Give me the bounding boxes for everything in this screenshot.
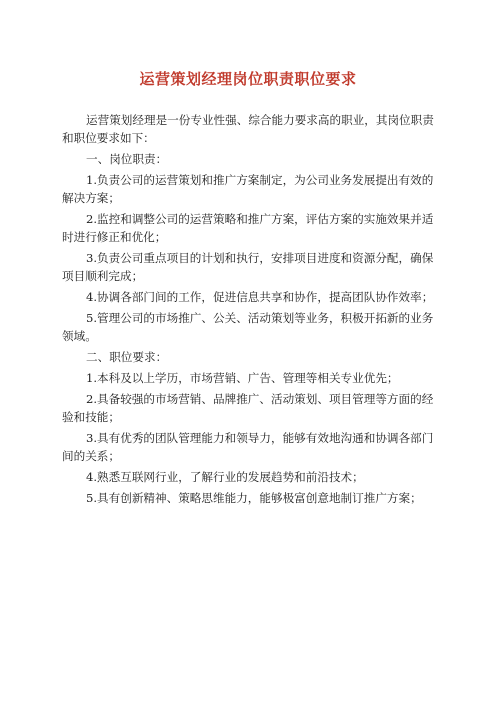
duty-item: 3.负责公司重点项目的计划和执行，安排项目进度和资源分配，确保项目顺利完成；: [62, 251, 434, 283]
requirement-item: 4.熟悉互联网行业，了解行业的发展趋势和前沿技术；: [86, 470, 364, 484]
section-heading-duties: 一、岗位职责：: [86, 152, 168, 166]
section-heading-requirements: 二、职位要求：: [86, 350, 168, 364]
duty-item: 1.负责公司的运营策划和推广方案制定，为公司业务发展提出有效的解决方案；: [62, 173, 434, 205]
requirement-item: 5.具有创新精神、策略思维能力，能够极富创意地制订推广方案；: [86, 491, 422, 505]
requirement-item: 2.具备较强的市场营销、品牌推广、活动策划、项目管理等方面的经验和技能；: [62, 392, 434, 424]
duty-item: 4.协调各部门间的工作，促进信息共享和协作，提高团队协作效率；: [86, 290, 434, 304]
document-title: 运营策划经理岗位职责职位要求: [139, 70, 357, 88]
requirement-item: 1.本科及以上学历，市场营销、广告、管理等相关专业优先；: [86, 371, 399, 385]
requirement-item: 3.具有优秀的团队管理能力和领导力，能够有效地沟通和协调各部门间的关系；: [62, 431, 434, 463]
duty-item: 2.监控和调整公司的运营策略和推广方案，评估方案的实施效果并适时进行修正和优化；: [62, 212, 434, 244]
duty-item: 5.管理公司的市场推广、公关、活动策划等业务，积极开拓新的业务领域。: [62, 311, 434, 343]
document-body: [62, 111, 442, 510]
intro-paragraph: 运营策划经理是一份专业性强、综合能力要求高的职业，其岗位职责和职位要求如下：: [62, 113, 434, 145]
